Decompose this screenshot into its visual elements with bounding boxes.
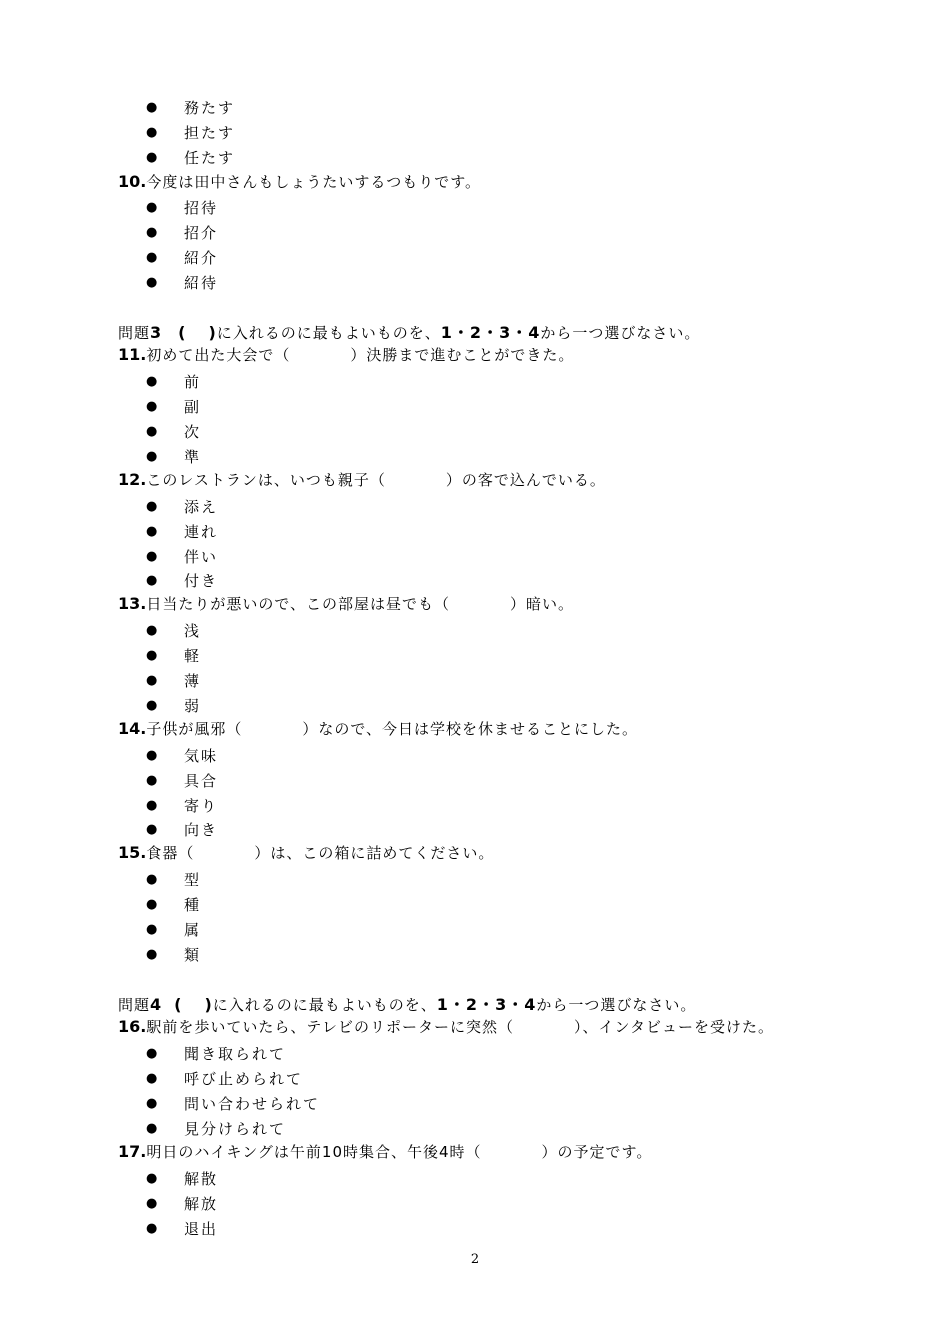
question-number: 15.: [118, 843, 147, 862]
question-text: [118, 172, 481, 192]
paren-open: (: [174, 995, 183, 1014]
heading-instruction: に入れるのに最もよいものを、: [216, 324, 441, 342]
bullet-icon: ●: [146, 1071, 158, 1086]
heading-choices: 1・2・3・4: [440, 323, 541, 342]
question-stem: 食器（: [146, 844, 195, 862]
question-text: [118, 470, 606, 490]
question-number: 13.: [118, 594, 147, 613]
bullet-icon: ●: [146, 822, 158, 837]
bullet-icon: ●: [146, 773, 158, 788]
question-stem: このレストランは、いつも親子（: [146, 471, 386, 489]
question-number: 17.: [118, 1142, 147, 1161]
bullet-icon: ●: [146, 922, 158, 937]
option-text: 類: [184, 946, 202, 964]
question-stem: 日当たりが悪いので、この部屋は昼でも（: [146, 595, 451, 613]
question-stem: 明日のハイキングは午前10時集合、午後4時（: [146, 1143, 482, 1161]
heading-instruction-end: から一つ選びなさい。: [540, 324, 701, 342]
bullet-icon: ●: [146, 1221, 158, 1236]
question-number: 14.: [118, 719, 147, 738]
bullet-icon: ●: [146, 623, 158, 638]
question-number: 16.: [118, 1017, 147, 1036]
bullet-icon: ●: [146, 1121, 158, 1136]
bullet-icon: ●: [146, 1096, 158, 1111]
question-number: 12.: [118, 470, 147, 489]
bullet-icon: ●: [146, 947, 158, 962]
option-text: 向き: [184, 821, 219, 839]
heading-instruction: に入れるのに最もよいものを、: [212, 996, 437, 1014]
bullet-icon: ●: [146, 698, 158, 713]
bullet-icon: ●: [146, 673, 158, 688]
bullet-icon: ●: [146, 250, 158, 265]
option-text: 招介: [184, 224, 219, 242]
option-text: 退出: [184, 1220, 219, 1238]
question-stem-end: ）は、この箱に詰めてください。: [254, 844, 495, 862]
bullet-icon: ●: [146, 499, 158, 514]
bullet-icon: ●: [146, 449, 158, 464]
option-text: 連れ: [184, 523, 219, 541]
question-number: 10.: [118, 172, 147, 191]
bullet-icon: ●: [146, 573, 158, 588]
option-text: 副: [184, 398, 202, 416]
option-text: 紹介: [184, 249, 219, 267]
heading-choices: 1・2・3・4: [436, 995, 537, 1014]
bullet-icon: ●: [146, 549, 158, 564]
bullet-icon: ●: [146, 798, 158, 813]
page-number: 2: [470, 1252, 480, 1267]
option-text: 伴い: [184, 548, 219, 566]
option-text: 解放: [184, 1195, 219, 1213]
option-text: 解散: [184, 1170, 219, 1188]
heading-instruction-end: から一つ選びなさい。: [536, 996, 697, 1014]
paren-close: ): [204, 995, 213, 1014]
option-text: 次: [184, 423, 202, 441]
option-text: 気味: [184, 747, 219, 765]
option-text: 寄り: [184, 797, 219, 815]
heading-label: 問題: [118, 324, 151, 342]
option-text: 前: [184, 373, 202, 391]
question-stem-end: ）暗い。: [510, 595, 575, 613]
option-text: 見分けられて: [184, 1120, 287, 1138]
option-text: 属: [184, 921, 202, 939]
question-text: [118, 1017, 774, 1037]
heading-label: 問題: [118, 996, 151, 1014]
question-stem: 今度は田中さんもしょうたいするつもりです。: [146, 173, 481, 191]
option-text: 招待: [184, 199, 219, 217]
bullet-icon: ●: [146, 125, 158, 140]
bullet-icon: ●: [146, 648, 158, 663]
question-number: 11.: [118, 345, 147, 364]
bullet-icon: ●: [146, 524, 158, 539]
bullet-icon: ●: [146, 424, 158, 439]
option-text: 付き: [184, 572, 219, 590]
bullet-icon: ●: [146, 150, 158, 165]
option-text: 紹待: [184, 274, 219, 292]
option-text: 型: [184, 871, 202, 889]
option-text: 問い合わせられて: [184, 1095, 321, 1113]
question-stem-end: ）、インタビューを受けた。: [574, 1018, 774, 1036]
question-stem: 初めて出た大会で（: [146, 346, 291, 364]
bullet-icon: ●: [146, 399, 158, 414]
bullet-icon: ●: [146, 748, 158, 763]
question-stem-end: ）決勝まで進むことができた。: [350, 346, 575, 364]
question-text: [118, 345, 574, 365]
option-text: 弱: [184, 697, 202, 715]
heading-number: 4: [150, 995, 163, 1014]
option-text: 呼び止められて: [184, 1070, 304, 1088]
bullet-icon: ●: [146, 872, 158, 887]
bullet-icon: ●: [146, 200, 158, 215]
question-text: [118, 594, 574, 614]
heading-number: 3: [150, 323, 163, 342]
option-text: 軽: [184, 647, 202, 665]
option-text: 聞き取られて: [184, 1045, 287, 1063]
option-text: 添え: [184, 498, 219, 516]
question-stem: 子供が風邪（: [146, 720, 243, 738]
paren-open: (: [178, 323, 187, 342]
option-text: 具合: [184, 772, 219, 790]
question-stem-end: ）の客で込んでいる。: [445, 471, 606, 489]
question-text: [118, 843, 494, 863]
bullet-icon: ●: [146, 1171, 158, 1186]
bullet-icon: ●: [146, 100, 158, 115]
bullet-icon: ●: [146, 1196, 158, 1211]
option-text: 薄: [184, 672, 202, 690]
question-stem-end: ）の予定です。: [541, 1143, 653, 1161]
question-text: [118, 1142, 652, 1162]
bullet-icon: ●: [146, 1046, 158, 1061]
option-text: 種: [184, 896, 202, 914]
bullet-icon: ●: [146, 897, 158, 912]
bullet-icon: ●: [146, 275, 158, 290]
question-stem-end: ）なので、今日は学校を休ませることにした。: [302, 720, 639, 738]
section-heading: [118, 323, 700, 343]
section-heading: [118, 995, 696, 1015]
option-text: 担たす: [184, 124, 236, 142]
bullet-icon: ●: [146, 225, 158, 240]
option-text: 務たす: [184, 99, 236, 117]
option-text: 準: [184, 448, 202, 466]
option-text: 任たす: [184, 149, 236, 167]
question-text: [118, 719, 638, 739]
question-stem: 駅前を歩いていたら、テレビのリポーターに突然（: [146, 1018, 515, 1036]
option-text: 浅: [184, 622, 202, 640]
paren-close: ): [208, 323, 217, 342]
bullet-icon: ●: [146, 374, 158, 389]
